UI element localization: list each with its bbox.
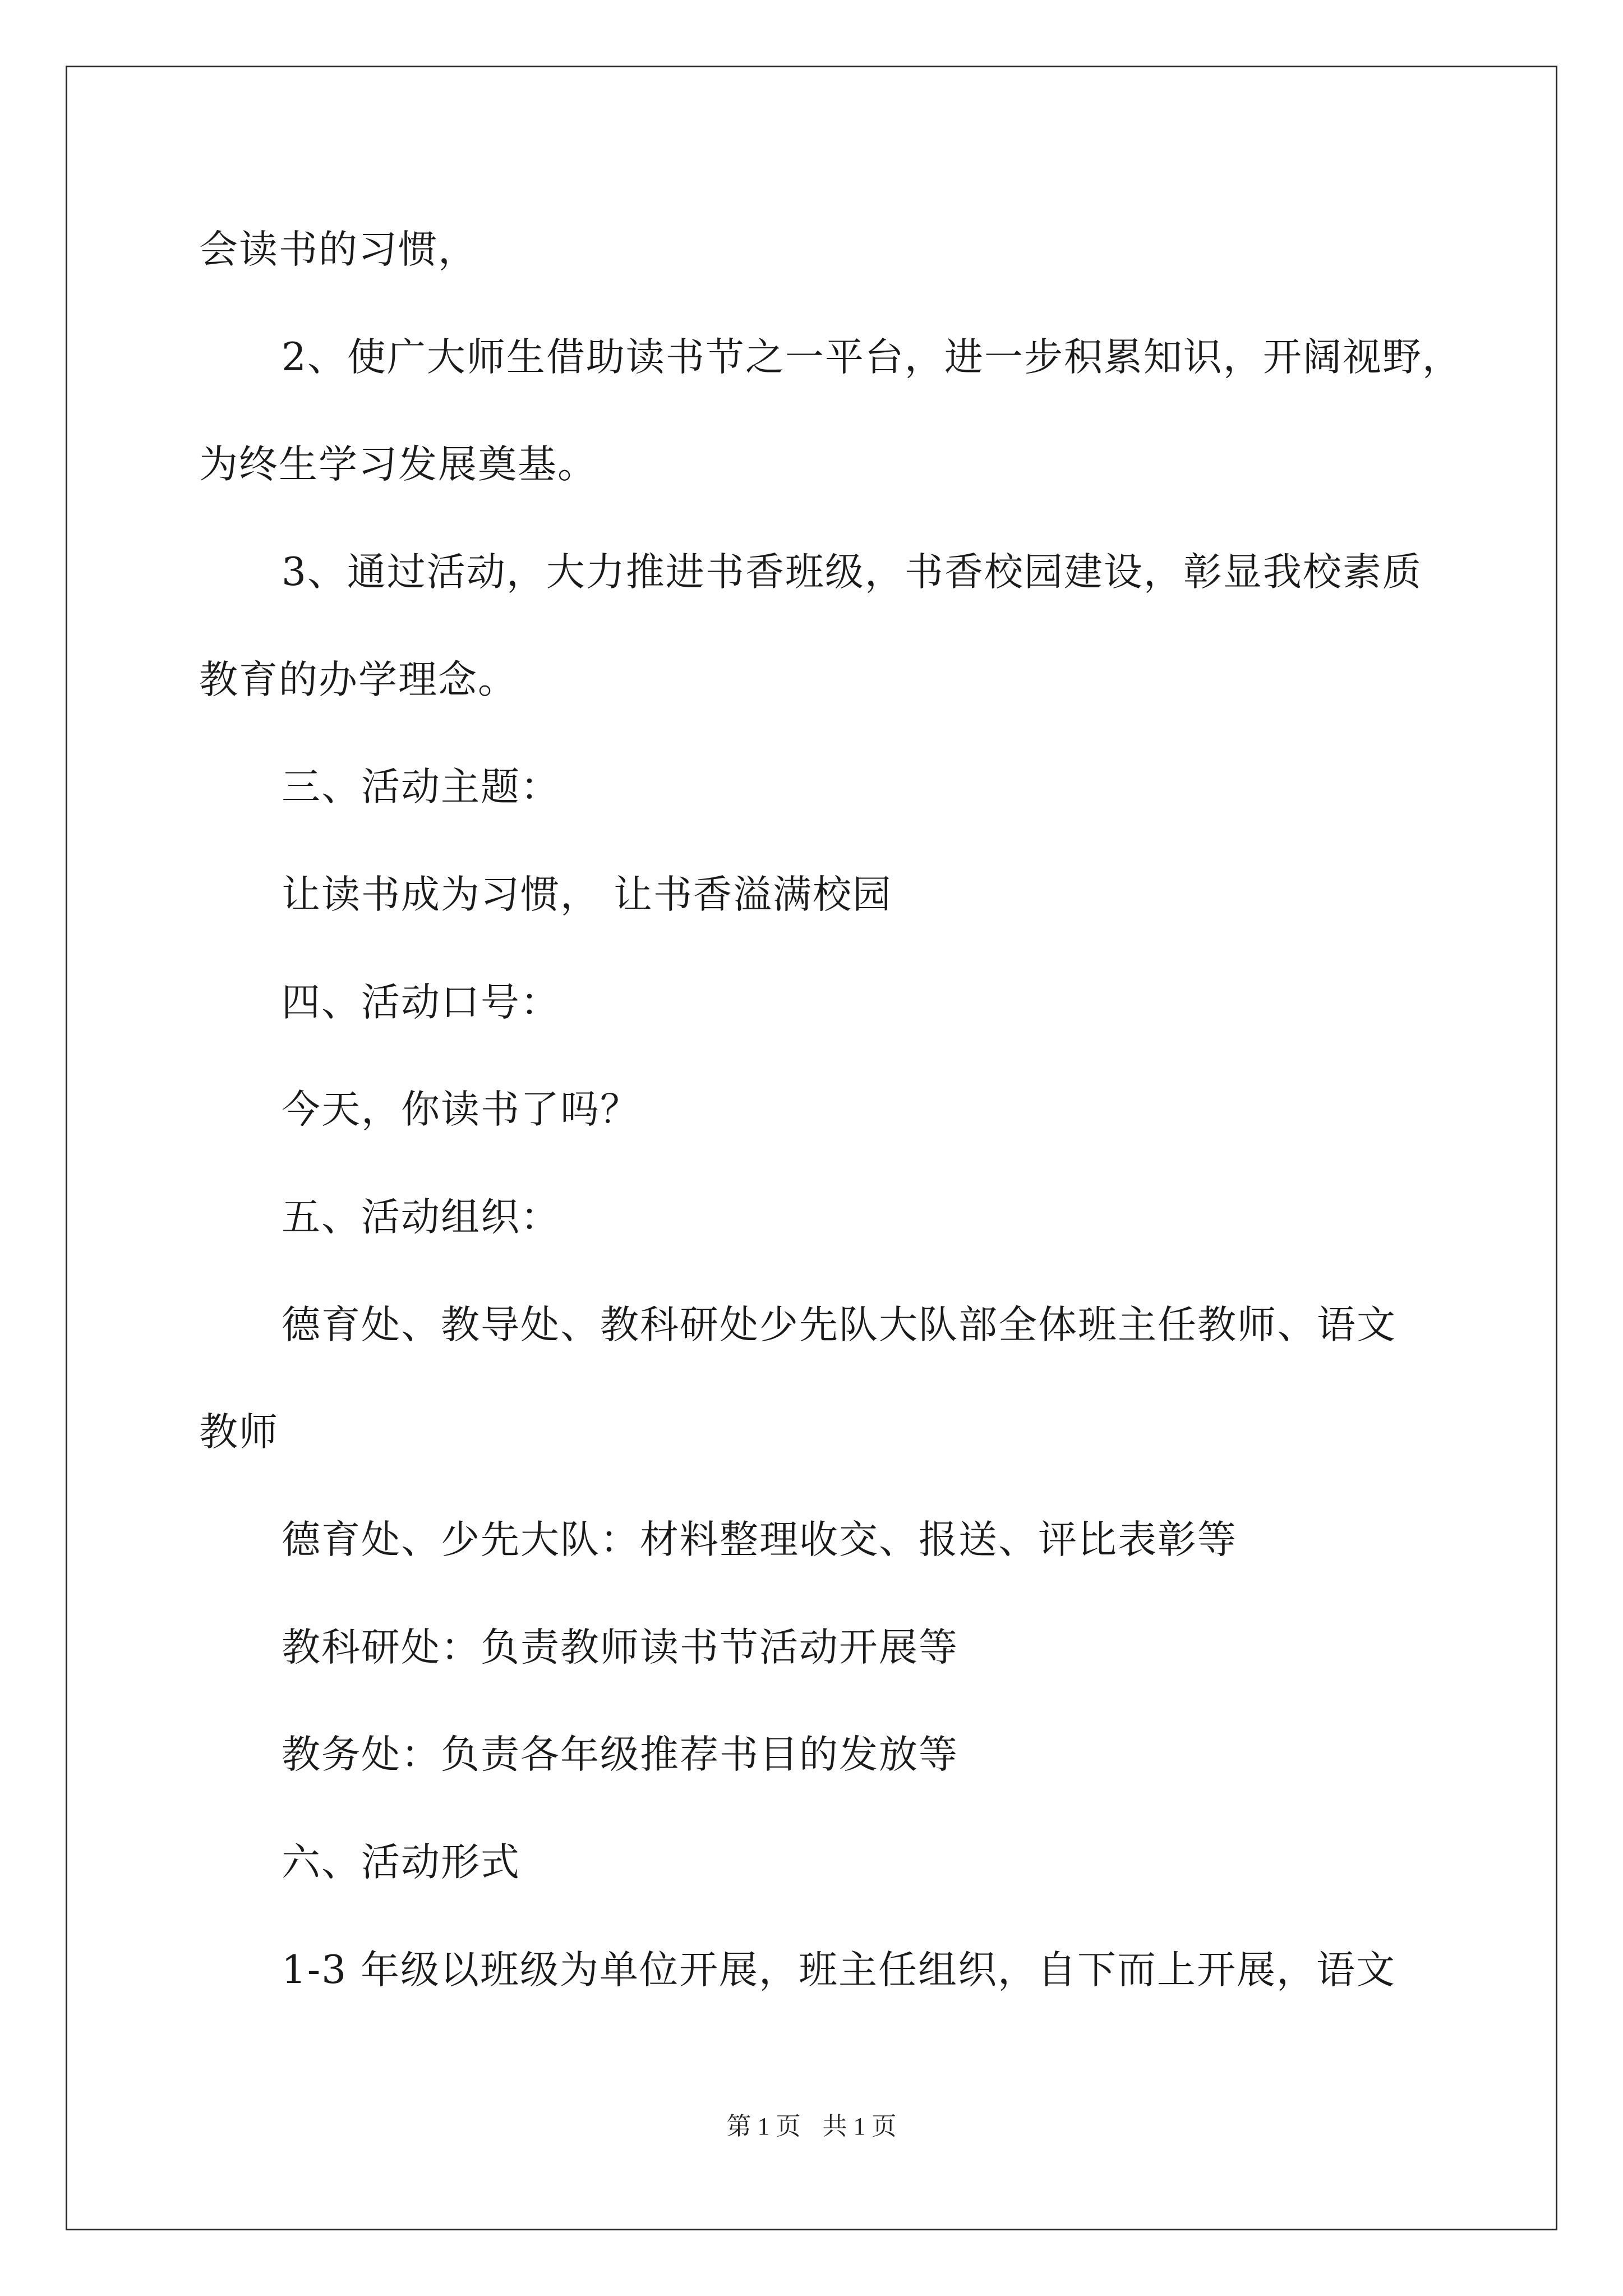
page-total: 共 1 页 (822, 2113, 897, 2140)
text-line: 德育处、少先大队：材料整理收交、报送、评比表彰等 (282, 1517, 1237, 1562)
section-heading: 四、活动口号： (282, 980, 560, 1025)
text-line: 教科研处：负责教师读书节活动开展等 (282, 1625, 958, 1670)
text-line: 会读书的习惯， (199, 227, 478, 272)
text-line: 2、使广大师生借助读书节之一平台，进一步积累知识，开阔视野， (282, 335, 1462, 380)
section-heading: 六、活动形式 (282, 1840, 520, 1885)
page-number: 第 1 页 (726, 2113, 801, 2140)
section-heading: 五、活动组织： (282, 1195, 560, 1240)
text-line: 今天，你读书了吗？ (282, 1087, 640, 1132)
section-heading: 三、活动主题： (282, 765, 560, 809)
text-line: 让读书成为习惯， 让书香溢满校园 (282, 872, 892, 917)
text-line: 教育的办学理念。 (199, 657, 518, 702)
text-line: 为终生学习发展奠基。 (199, 442, 597, 487)
text-line: 3、通过活动，大力推进书香班级，书香校园建设，彰显我校素质 (282, 550, 1422, 595)
text-line: 教师 (199, 1410, 279, 1455)
text-line: 1-3 年级以班级为单位开展，班主任组织，自下而上开展，语文 (282, 1948, 1396, 1993)
text-line: 教务处：负责各年级推荐书目的发放等 (282, 1732, 958, 1777)
text-line: 德育处、教导处、教科研处少先队大队部全体班主任教师、语文 (282, 1303, 1396, 1347)
page-border (66, 66, 1557, 2230)
page-footer (0, 2113, 1623, 2141)
